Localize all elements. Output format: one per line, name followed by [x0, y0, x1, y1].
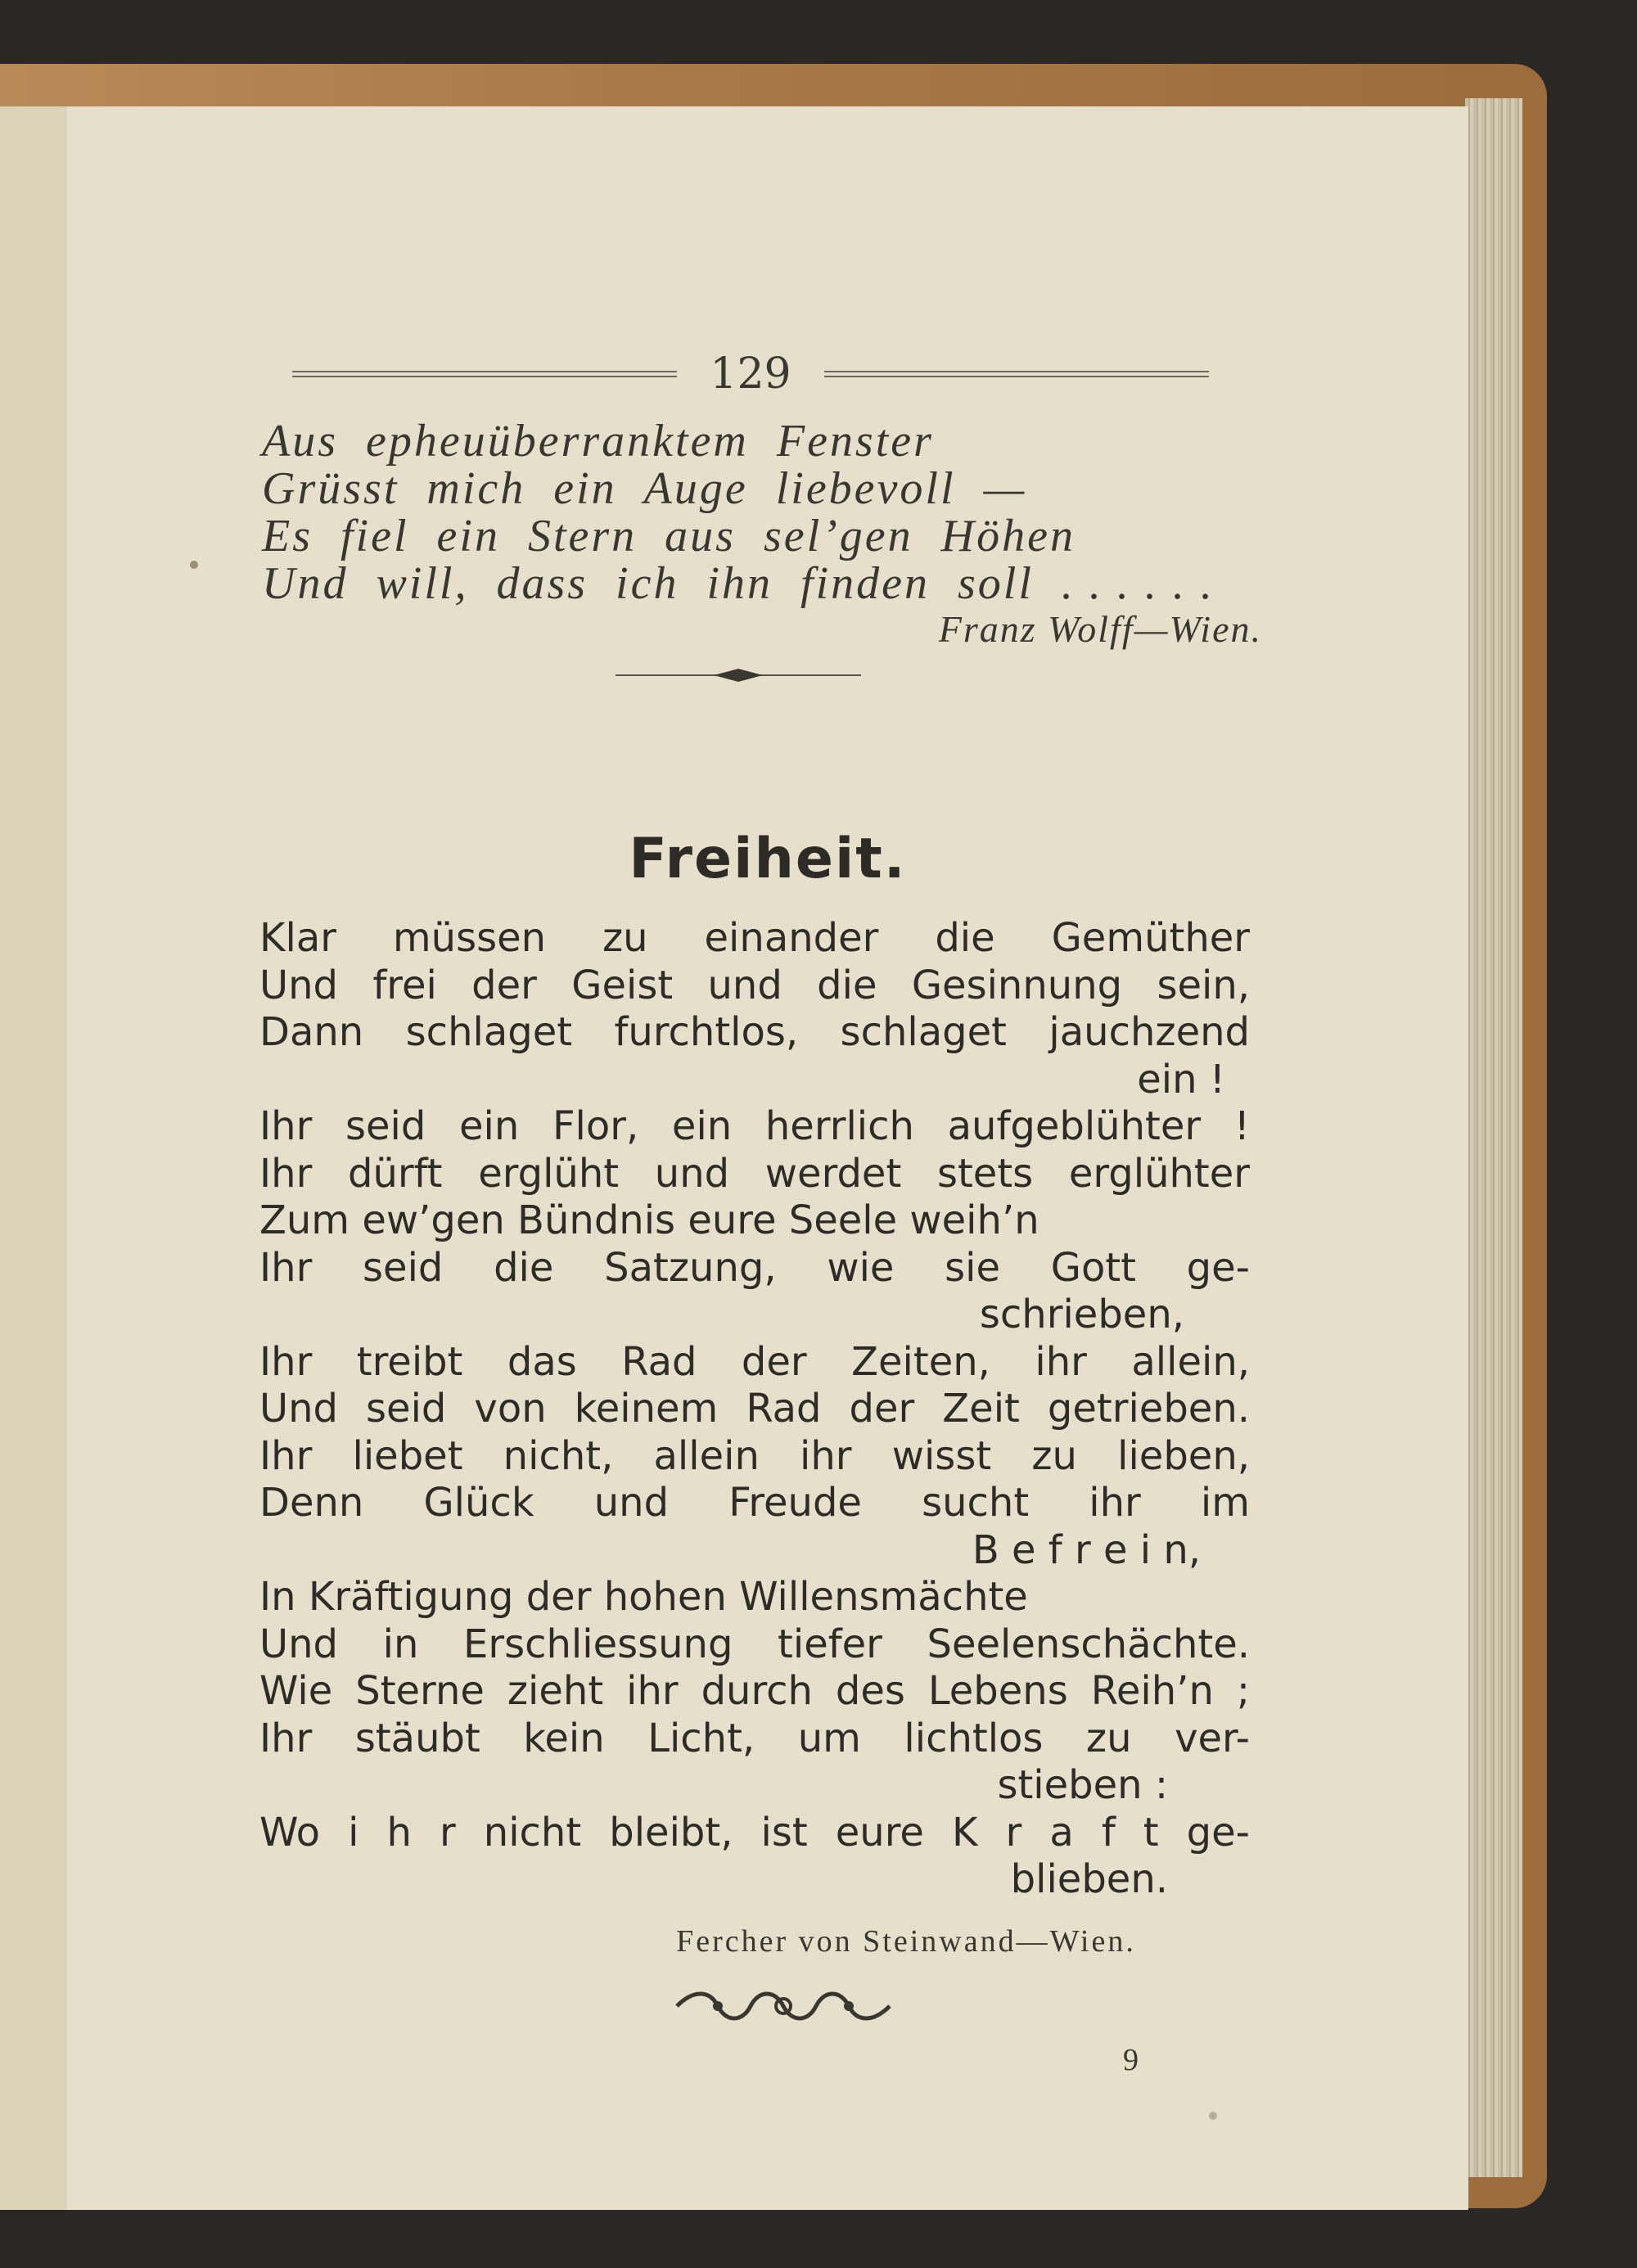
poem-line: Ihr dürft erglüht und werdet stets erglühter: [259, 1150, 1250, 1197]
poem-line: Und frei der Geist und die Gesinnung sein,: [259, 962, 1250, 1008]
poem-line-continuation: ein !: [1137, 1056, 1225, 1102]
poem-line: Wie Sterne zieht ihr durch des Lebens Reih’n ;: [259, 1668, 1250, 1714]
paper-speck: [1209, 2112, 1217, 2120]
poem-line: Wo i h r nicht bleibt, ist eure K r a f t ge-: [259, 1809, 1250, 1855]
poem-line-continuation: schrieben,: [979, 1292, 1184, 1337]
paper-speck: [190, 561, 198, 569]
running-header: [292, 345, 1209, 403]
left-page-margin: [0, 106, 70, 2210]
poem-line: In Kräftigung der hohen Willensmächte: [259, 1574, 1028, 1620]
poem-body: [259, 915, 1250, 1904]
poem-line: Denn Glück und Freude sucht ihr im: [259, 1480, 1250, 1526]
poem-line: Grüsst mich ein Auge liebevoll —: [262, 463, 1027, 514]
page-number: 9: [1123, 2043, 1139, 2077]
poem-line: Dann schlaget furchtlos, schlaget jauchzend: [259, 1009, 1250, 1055]
poem-line: Klar müssen zu einander die Gemüther: [259, 915, 1250, 961]
poem-line: Ihr seid ein Flor, ein herrlich aufgeblühter !: [259, 1103, 1250, 1149]
poem-author: Franz Wolff—Wien.: [938, 608, 1262, 650]
divider-ornament: [616, 663, 861, 688]
poem-line: Und in Erschliessung tiefer Seelenschächte.: [259, 1621, 1250, 1667]
poem-line-continuation: blieben.: [1010, 1856, 1168, 1902]
page-edges: [1465, 98, 1522, 2177]
poem-line: Und will, dass ich ihn finden soll . . . . . .: [262, 558, 1215, 609]
poem-line: Ihr stäubt kein Licht, um lichtlos zu ver-: [259, 1715, 1250, 1761]
running-number: 129: [710, 349, 791, 399]
header-rule-right: [824, 371, 1209, 377]
poem-line: Aus epheuüberranktem Fenster: [262, 416, 934, 467]
poem-author: Fercher von Steinwand—Wien.: [676, 1924, 1136, 1959]
poem-line: Ihr seid die Satzung, wie sie Gott ge-: [259, 1244, 1250, 1291]
header-rule-left: [292, 371, 677, 377]
book-page: [67, 106, 1468, 2210]
poem-line-continuation: stieben :: [997, 1762, 1168, 1808]
poem-line: Und seid von keinem Rad der Zeit getrieben.: [259, 1386, 1250, 1432]
poem-title: Freiheit.: [629, 827, 907, 891]
poem-fragment: [262, 417, 1244, 607]
poem-line: Es fiel ein Stern aus sel’gen Höhen: [262, 511, 1076, 561]
poem-line-continuation: B e f r e i n,: [972, 1526, 1201, 1573]
poem-line: Ihr treibt das Rad der Zeiten, ihr allein,: [259, 1338, 1250, 1385]
tailpiece-ornament: [669, 1986, 898, 2027]
poem-line: Zum ew’gen Bündnis eure Seele weih’n: [259, 1197, 1039, 1243]
poem-line: Ihr liebet nicht, allein ihr wisst zu lieben,: [259, 1432, 1250, 1479]
